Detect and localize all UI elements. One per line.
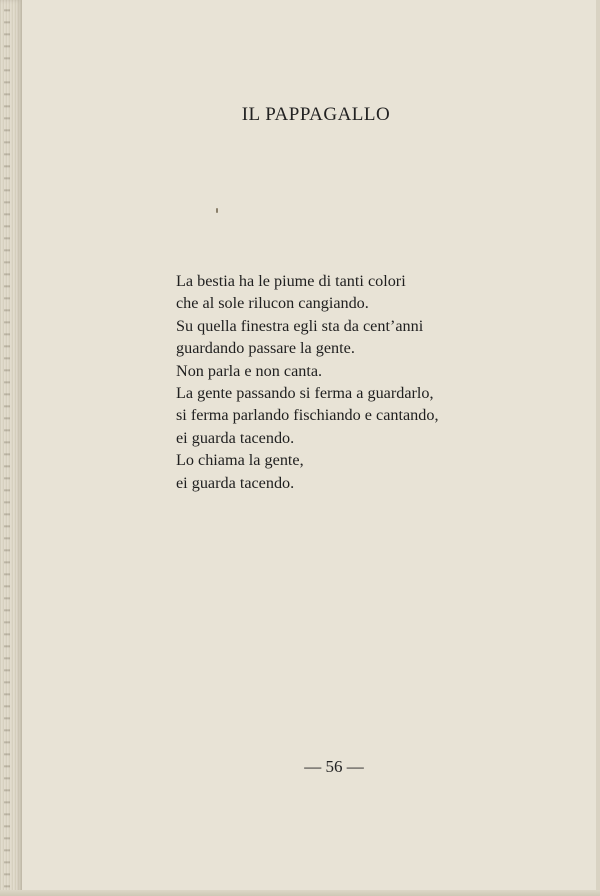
poem-line: che al sole rilucon cangiando.: [176, 294, 369, 313]
ink-speck: [216, 208, 218, 213]
poem-line: Non parla e non canta.: [176, 361, 323, 380]
poem-line: ei guarda tacendo.: [176, 428, 295, 447]
page-number: — 56 —: [304, 757, 364, 776]
page-bottom-edge: [0, 890, 600, 896]
poem-line: ei guarda tacendo.: [176, 473, 295, 492]
poem-line: guardando passare la gente.: [176, 339, 355, 358]
poem-line: La gente passando si ferma a guardarlo,: [176, 384, 434, 403]
poem-title: IL PAPPAGALLO: [241, 104, 391, 125]
poem-line: si ferma parlando fischiando e cantando,: [176, 406, 439, 425]
poem-body: [176, 270, 476, 494]
poem-line: Lo chiama la gente,: [176, 451, 304, 470]
poem-line: La bestia ha le piume di tanti colori: [176, 272, 406, 290]
poem-line: Su quella finestra egli sta da cent’anni: [176, 316, 424, 335]
